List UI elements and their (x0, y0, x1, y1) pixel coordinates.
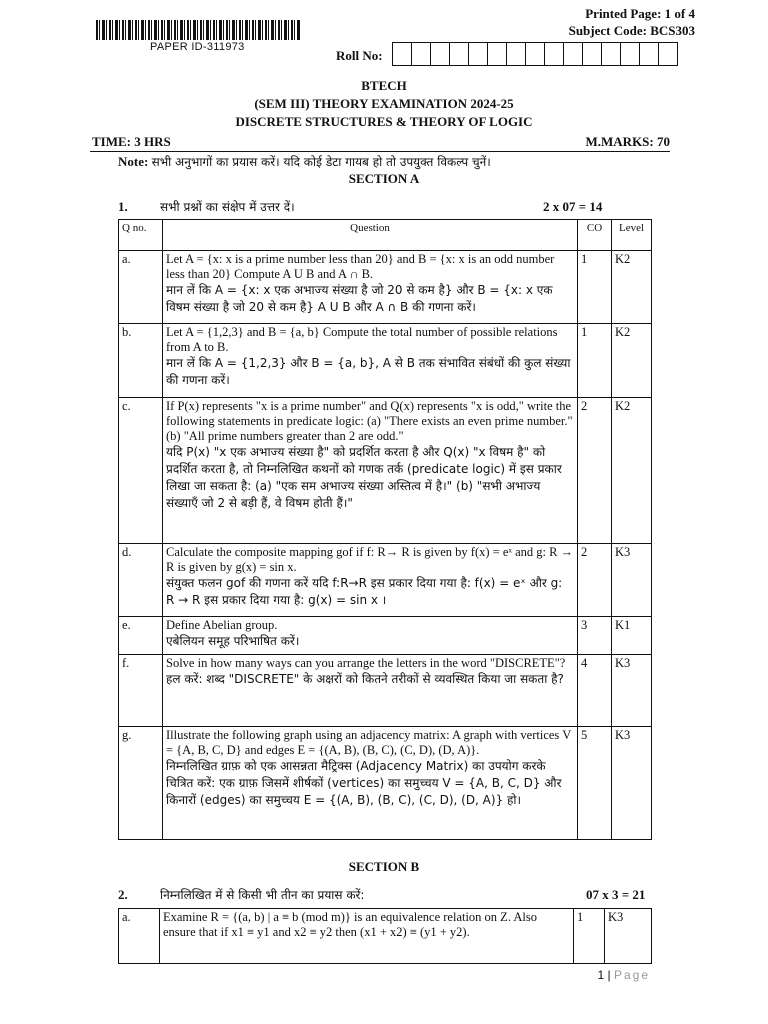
row-co: 5 (578, 727, 612, 840)
row-no: c. (119, 398, 163, 544)
row-question (160, 909, 574, 964)
col-question: Question (163, 220, 578, 251)
question-en: Examine R = {(a, b) | a ≡ b (mod m)} is an equivalence relation on Z. Also (163, 910, 537, 924)
page-footer (597, 968, 650, 982)
row-question (163, 251, 578, 324)
question-en: Solve in how many ways can you arrange the letters in the word "DISCRETE"? (166, 656, 566, 670)
question-hi: निम्नलिखित ग्राफ़ को एक आसन्नता मैट्रिक्स (Adjacency Matrix) का उपयोग करके चित्रित करें: एक ग्राफ़ जिसमें शीर्षकों (vertices) का समुच्चय V = {A, B, C, D} और किनारों (edges) का समुच्चय E = {(A, B), (B, C), (C, D), (D, A)} हो। (166, 759, 562, 807)
row-co: 3 (578, 617, 612, 655)
page-word: Page (613, 968, 650, 982)
row-co: 4 (578, 655, 612, 727)
question-en: Let A = {x: x is a prime number less than 20} and B = {x: x is an odd number less than 20} Compute A U B and A ∩ B. (166, 252, 555, 281)
q1-number: 1. (118, 199, 128, 214)
roll-no-boxes (393, 42, 678, 66)
row-level: K3 (612, 544, 652, 617)
table-row (119, 727, 652, 840)
q2-instruction: निम्नलिखित में से किसी भी तीन का प्रयास करें: (160, 888, 365, 902)
q2-marks: 07 x 3 = 21 (586, 887, 646, 902)
col-level: Level (612, 220, 652, 251)
q1-instruction: सभी प्रश्नों का संक्षेप में उत्तर दें। (160, 200, 295, 214)
question-en-cont: ensure that if x1 ≡ y1 and x2 ≡ y2 then (x1 + x2) ≡ (y1 + y2). (163, 925, 470, 939)
table-row (119, 617, 652, 655)
row-level: K2 (612, 398, 652, 544)
title-subject: DISCRETE STRUCTURES & THEORY OF LOGIC (235, 114, 533, 129)
row-question (163, 324, 578, 398)
row-question (163, 544, 578, 617)
question-hi: एबेलियन समूह परिभाषित करें। (166, 634, 300, 648)
note-label: Note: (118, 154, 149, 169)
row-co: 2 (578, 544, 612, 617)
row-no: d. (119, 544, 163, 617)
row-question (163, 727, 578, 840)
question-hi: मान लें कि A = {1,2,3} और B = {a, b}, A से B तक संभावित संबंधों की कुल संख्या की गणना करें। (166, 356, 571, 387)
page-separator: | (607, 968, 611, 982)
roll-no-label: Roll No: (336, 48, 383, 63)
q1-marks: 2 x 07 = 14 (543, 199, 603, 214)
question-en: If P(x) represents "x is a prime number" and Q(x) represents "x is odd," write the following statements in predicate logic: (a) "There exists an even prime number." (b) "All prime numbers greater than 2 are odd." (166, 399, 573, 443)
question-en: Calculate the composite mapping gof if f: R→ R is given by f(x) = eˣ and g: R → R is given by g(x) = sin x. (166, 545, 574, 574)
paper-id: PAPER ID-311973 (150, 41, 245, 53)
row-co: 1 (578, 251, 612, 324)
row-level: K3 (612, 727, 652, 840)
question-hi: संयुक्त फलन gof की गणना करें यदि f:R→R इस प्रकार दिया गया है: f(x) = eˣ और g: R → R इस प्रकार दिया गया है: g(x) = sin x । (166, 576, 563, 607)
page-number: 1 (597, 968, 605, 982)
row-no: a. (119, 909, 160, 964)
section-a-table-body (118, 219, 652, 840)
row-level: K3 (605, 909, 652, 964)
row-question (163, 398, 578, 544)
question-en: Illustrate the following graph using an adjacency matrix: A graph with vertices V = {A, B, C, D} and edges E = {(A, B), (B, C), (C, D), (D, A)}. (166, 728, 571, 757)
divider (90, 151, 670, 152)
row-co: 1 (574, 909, 605, 964)
section-b-table (118, 908, 652, 964)
question-hi: यदि P(x) "x एक अभाज्य संख्या है" को प्रदर्शित करता है और Q(x) "x विषम है" को प्रदर्शित करता है, तो निम्नलिखित कथनों को गणक तर्क (predicate logic) में इस प्रकार लिखा जा सकता है: (a) "एक सम अभाज्य संख्या अस्तित्व में है।" (b) "सभी अभाज्य संख्याएँ जो 2 से बड़ी हैं, वे विषम होती हैं।" (166, 445, 562, 510)
row-level: K2 (612, 251, 652, 324)
row-no: b. (119, 324, 163, 398)
table-row (119, 655, 652, 727)
table-header (119, 220, 652, 251)
row-no: g. (119, 727, 163, 840)
table-row (119, 398, 652, 544)
question-hi: मान लें कि A = {x: x एक अभाज्य संख्या है जो 20 से कम है} और B = {x: x एक विषम संख्या है जो 20 से कम है} A U B और A ∩ B की गणना करें। (166, 283, 553, 314)
exam-time: TIME: 3 HRS (92, 134, 171, 149)
row-no: a. (119, 251, 163, 324)
title-degree: BTECH (361, 78, 407, 93)
title-exam: (SEM III) THEORY EXAMINATION 2024-25 (254, 96, 514, 111)
barcode-image (96, 20, 300, 40)
printed-page: Printed Page: 1 of 4 (585, 6, 695, 21)
question-hi: हल करें: शब्द "DISCRETE" के अक्षरों को कितने तरीकों से व्यवस्थित किया जा सकता है? (166, 672, 564, 686)
table-row (119, 324, 652, 398)
q2-number: 2. (118, 887, 128, 902)
row-no: e. (119, 617, 163, 655)
table-row (119, 544, 652, 617)
question-en: Define Abelian group. (166, 618, 278, 632)
row-co: 2 (578, 398, 612, 544)
table-row (119, 251, 652, 324)
col-co: CO (578, 220, 612, 251)
row-level: K1 (612, 617, 652, 655)
row-no: f. (119, 655, 163, 727)
note (118, 153, 491, 170)
section-a-heading: SECTION A (348, 171, 420, 186)
row-question (163, 617, 578, 655)
note-text: सभी अनुभागों का प्रयास करें। यदि कोई डेटा गायब हो तो उपयुक्त विकल्प चुनें। (151, 155, 491, 169)
subject-code: Subject Code: BCS303 (568, 23, 695, 38)
row-level: K2 (612, 324, 652, 398)
max-marks: M.MARKS: 70 (585, 134, 670, 149)
row-co: 1 (578, 324, 612, 398)
section-b-heading: SECTION B (348, 859, 420, 874)
question-en: Let A = {1,2,3} and B = {a, b} Compute the total number of possible relations from A to B. (166, 325, 558, 354)
table-row (119, 909, 652, 964)
row-question (163, 655, 578, 727)
col-qno: Q no. (119, 220, 163, 251)
row-level: K3 (612, 655, 652, 727)
